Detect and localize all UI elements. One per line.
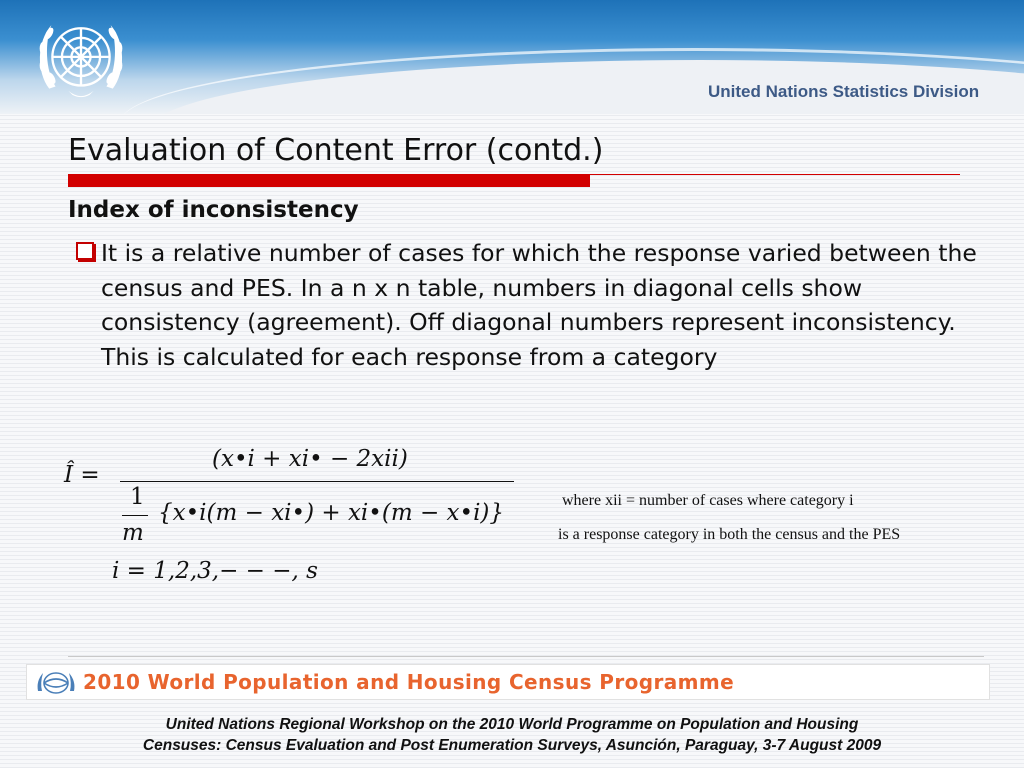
formula-where-line: where xii = number of cases where category i	[562, 492, 854, 509]
formula-denominator: {x•i(m − xi•) + xi•(m − x•i)}	[158, 500, 505, 526]
section-heading: Index of inconsistency	[68, 197, 359, 223]
title-underline-bar	[68, 174, 590, 187]
header-banner	[0, 0, 1024, 114]
organization-name: United Nations Statistics Division	[708, 82, 980, 101]
formula-m: m	[122, 520, 144, 546]
formula-numerator: (x•i + xi• − 2xii)	[212, 446, 408, 472]
page-title: Evaluation of Content Error (contd.)	[68, 133, 604, 168]
workshop-line-2: Censuses: Census Evaluation and Post Enumeration Surveys, Asunción, Paraguay, 3-7 August 2009	[142, 737, 882, 754]
formula-main-fraction-line	[120, 481, 514, 482]
header-swoosh-highlight	[120, 48, 1024, 114]
formula-small-fraction-line	[122, 515, 148, 516]
inconsistency-formula	[60, 440, 540, 590]
programme-title: 2010 World Population and Housing Census Programme	[83, 670, 735, 694]
bullet-paragraph: It is a relative number of cases for which the response varied between the census and PES. In a n x n table, numbers in diagonal cells show consistency (agreement). Off diagonal numbers represent inconsistency. This is calculated for each response from a category	[101, 239, 977, 371]
workshop-footer	[0, 714, 1024, 756]
census-programme-logo-icon	[35, 669, 77, 697]
formula-one: 1	[130, 484, 145, 510]
workshop-line-1: United Nations Regional Workshop on the 2010 World Programme on Population and Housing	[165, 716, 859, 733]
title-underline-thin	[590, 174, 960, 175]
square-bullet-icon	[76, 242, 94, 260]
un-emblem-icon	[28, 6, 134, 112]
formula-index-range: i = 1,2,3,− − −, s	[112, 558, 318, 584]
footer-divider	[68, 656, 984, 657]
formula-lhs: Î =	[64, 462, 100, 488]
formula-where-line2: is a response category in both the census and the PES	[558, 526, 901, 543]
programme-banner	[26, 664, 990, 700]
